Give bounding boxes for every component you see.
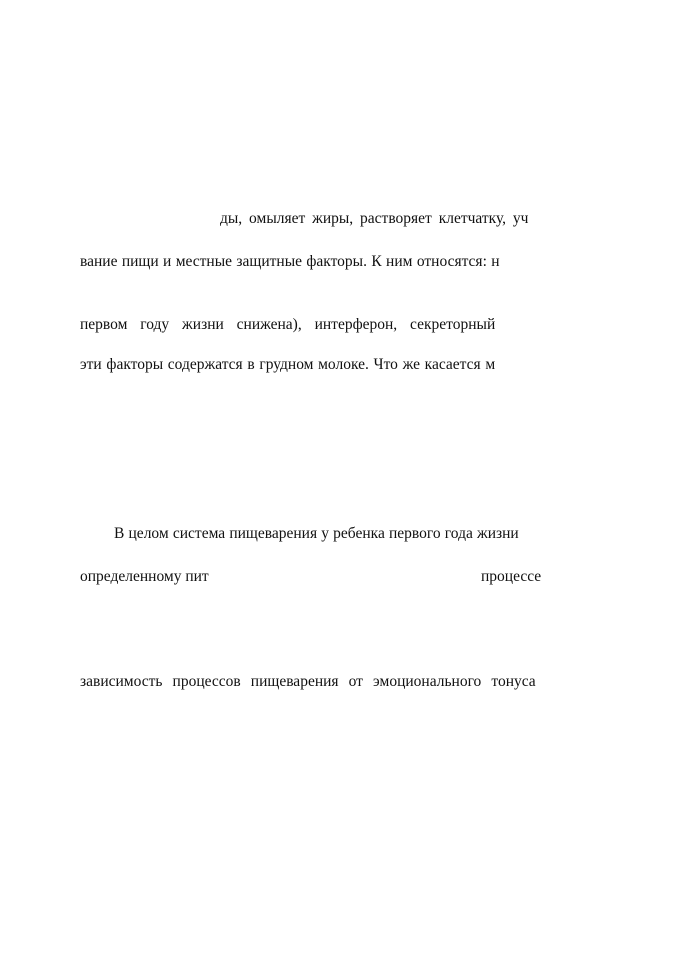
text-line-fragment-left: определенному пит — [80, 568, 209, 585]
text-line-4: эти факторы содержатся в грудном молоке. Что же касается м — [80, 356, 496, 373]
paragraph-first-line: В целом система пищеварения у ребенка первого года жизни — [114, 525, 519, 542]
text-line-last: зависимость процессов пищеварения от эмоционального тонуса — [80, 673, 536, 690]
text-line-3: первом году жизни снижена), интерферон, секреторный — [80, 316, 496, 333]
text-line-1: ды, омыляет жиры, растворяет клетчатку, уч — [220, 210, 529, 227]
text-line-2: вание пищи и местные защитные факторы. К ним относятся: н — [80, 253, 500, 270]
text-line-fragment-right: процессе — [481, 568, 542, 585]
